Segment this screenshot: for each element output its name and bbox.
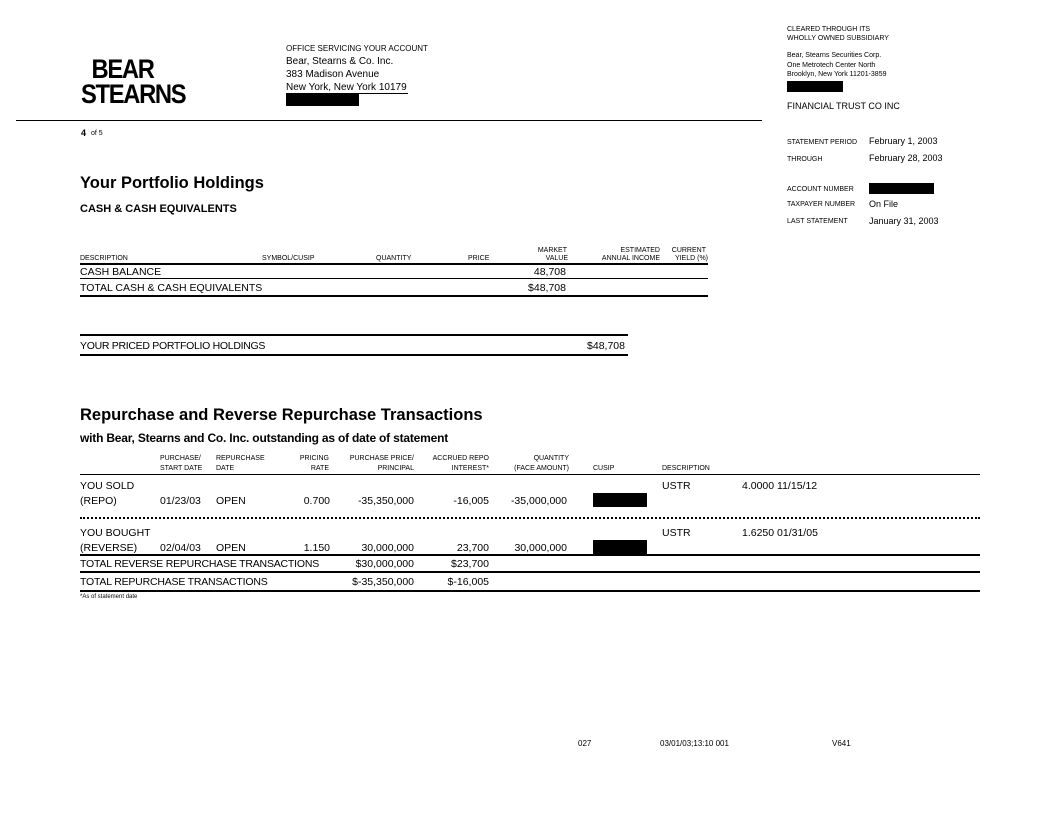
cash-row-rule	[80, 278, 708, 279]
col-yield-1: CURRENT	[671, 247, 706, 254]
repo-col-pricing-2: RATE	[310, 465, 329, 472]
sold-repurchase-date: OPEN	[216, 495, 246, 507]
statement-period-start: February 1, 2003	[869, 136, 938, 146]
footer-code-3: V641	[832, 739, 851, 748]
cash-balance-value: 48,708	[533, 266, 566, 278]
col-market-2: VALUE	[545, 255, 568, 262]
redaction-bought-cusip	[593, 540, 647, 554]
dotted-separator	[80, 517, 980, 519]
sold-desc-type: USTR	[662, 480, 691, 492]
total-cash-rule	[80, 295, 708, 297]
repo-subtitle: with Bear, Stearns and Co. Inc. outstanding as of date of statement	[80, 431, 448, 445]
bought-principal: 30,000,000	[361, 542, 414, 554]
repo-col-cusip: CUSIP	[593, 465, 615, 472]
bought-label: YOU BOUGHT	[80, 527, 151, 539]
holdings-header-rule	[80, 263, 708, 265]
taxpayer-number-label: TAXPAYER NUMBER	[787, 201, 856, 208]
bought-desc-type: USTR	[662, 527, 691, 539]
logo-line-1: BEAR	[91, 54, 154, 84]
repo-header-rule	[80, 474, 980, 475]
repo-col-quantity-2: (FACE AMOUNT)	[514, 465, 569, 472]
sold-desc-detail: 4.0000 11/15/12	[742, 480, 818, 492]
col-estimated-1: ESTIMATED	[620, 247, 660, 254]
col-quantity: QUANTITY	[376, 255, 412, 262]
priced-holdings-label: YOUR PRICED PORTFOLIO HOLDINGS	[80, 340, 266, 352]
page-of-total: of 5	[91, 130, 103, 137]
bought-rate: 1.150	[303, 542, 330, 554]
col-estimated-2: ANNUAL INCOME	[601, 255, 660, 262]
repo-col-purchase-1: PURCHASE/	[160, 455, 201, 462]
total-reverse-label: TOTAL REVERSE REPURCHASE TRANSACTIONS	[80, 558, 320, 570]
cash-balance-description: CASH BALANCE	[80, 266, 162, 278]
account-number-label: ACCOUNT NUMBER	[787, 186, 854, 193]
redaction-sold-cusip	[593, 493, 647, 507]
repo-col-price-2: PRINCIPAL	[377, 465, 414, 472]
holdings-subtitle: CASH & CASH EQUIVALENTS	[80, 203, 237, 215]
footer-code-1: 027	[578, 739, 592, 748]
total-cash-label: TOTAL CASH & CASH EQUIVALENTS	[80, 282, 263, 294]
bought-repurchase-date: OPEN	[216, 542, 246, 554]
through-label: THROUGH	[787, 156, 823, 163]
client-name: FINANCIAL TRUST CO INC	[787, 101, 900, 111]
redaction-office-phone	[286, 94, 359, 106]
footer-code-2: 03/01/03;13:10 001	[660, 739, 729, 748]
statement-period-label: STATEMENT PERIOD	[787, 139, 858, 146]
statement-period-end: February 28, 2003	[869, 153, 943, 163]
header-rule	[16, 120, 762, 121]
repo-col-accrued-1: ACCRUED REPO	[432, 455, 489, 462]
repo-col-quantity-1: QUANTITY	[533, 455, 569, 462]
repo-title: Repurchase and Reverse Repurchase Transactions	[80, 406, 483, 424]
last-statement-label: LAST STATEMENT	[787, 218, 848, 225]
priced-top-rule	[80, 334, 628, 336]
repo-col-description: DESCRIPTION	[662, 465, 710, 472]
repo-col-repurchase-1: REPURCHASE	[216, 455, 265, 462]
bought-interest: 23,700	[456, 542, 489, 554]
priced-holdings-value: $48,708	[587, 340, 625, 352]
total-repo-label: TOTAL REPURCHASE TRANSACTIONS	[80, 576, 268, 588]
repo-col-repurchase-2: DATE	[216, 465, 235, 472]
total-cash-value: $48,708	[528, 282, 566, 294]
bought-type: (REVERSE)	[80, 542, 138, 554]
taxpayer-number-value: On File	[869, 199, 899, 209]
repo-col-accrued-2: INTEREST*	[451, 465, 489, 472]
sold-principal: -35,350,000	[357, 495, 414, 507]
total-reverse-rule	[80, 571, 980, 573]
office-label: OFFICE SERVICING YOUR ACCOUNT	[286, 44, 428, 53]
last-statement-value: January 31, 2003	[869, 216, 939, 226]
total-reverse-interest: $23,700	[451, 558, 489, 570]
col-price: PRICE	[468, 255, 490, 262]
col-description: DESCRIPTION	[80, 255, 128, 262]
footnote: *As of statement date	[80, 594, 138, 600]
holdings-title: Your Portfolio Holdings	[80, 174, 264, 192]
bear-stearns-logo	[81, 54, 186, 109]
total-reverse-principal: $30,000,000	[355, 558, 414, 570]
sold-interest: -16,005	[453, 495, 489, 507]
office-name: Bear, Stearns & Co. Inc.	[286, 56, 394, 67]
bought-desc-detail: 1.6250 01/31/05	[742, 527, 818, 539]
clearing-name: Bear, Stearns Securities Corp.	[787, 52, 882, 59]
total-repo-rule	[80, 590, 980, 592]
clearing-line-2: WHOLLY OWNED SUBSIDIARY	[787, 35, 889, 42]
page-number: 4	[81, 128, 87, 138]
office-address-2: New York, New York 10179	[286, 82, 407, 93]
col-symbol-cusip: SYMBOL/CUSIP	[262, 255, 315, 262]
sold-quantity: -35,000,000	[510, 495, 567, 507]
sold-type: (REPO)	[80, 495, 117, 507]
repo-col-pricing-1: PRICING	[299, 455, 329, 462]
sold-start-date: 01/23/03	[160, 495, 201, 507]
clearing-address-2: Brooklyn, New York 11201-3859	[787, 71, 887, 78]
total-repo-principal: $-35,350,000	[352, 576, 414, 588]
priced-bottom-rule	[80, 354, 628, 356]
repo-col-purchase-2: START DATE	[160, 465, 203, 472]
sold-rate: 0.700	[303, 495, 330, 507]
office-address-1: 383 Madison Avenue	[286, 69, 380, 80]
redaction-account-number	[869, 183, 934, 194]
bought-quantity: 30,000,000	[514, 542, 567, 554]
bought-start-date: 02/04/03	[160, 542, 201, 554]
bought-rule	[80, 554, 980, 556]
clearing-line-1: CLEARED THROUGH ITS	[787, 26, 871, 33]
logo-line-2: STEARNS	[81, 79, 186, 109]
sold-label: YOU SOLD	[80, 480, 135, 492]
repo-col-price-1: PURCHASE PRICE/	[349, 455, 414, 462]
col-market-1: MARKET	[537, 247, 567, 254]
total-repo-interest: $-16,005	[447, 576, 489, 588]
redaction-clearing-phone	[787, 81, 843, 92]
col-yield-2: YIELD (%)	[674, 255, 708, 262]
clearing-address-1: One Metrotech Center North	[787, 62, 876, 69]
